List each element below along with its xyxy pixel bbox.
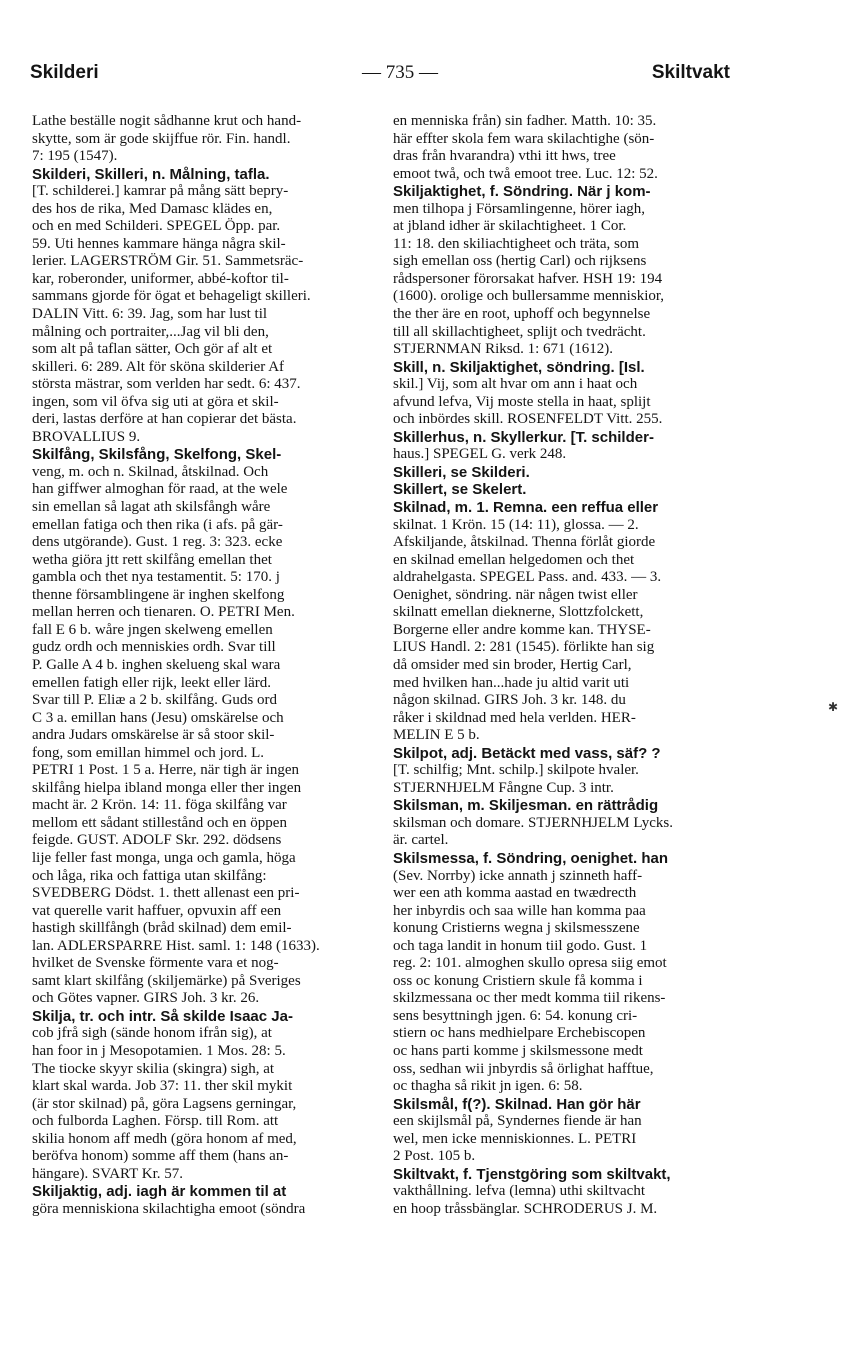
text-line: Afskiljande, åtskilnad. Thenna förlåt giorde bbox=[393, 534, 656, 551]
text-line: gambla och thet nya testamentit. 5: 170. j bbox=[32, 569, 280, 586]
text-line: oc thagha så rikit jn igen. 6: 58. bbox=[393, 1078, 583, 1095]
text-line: veng, m. och n. Skilnad, åtskilnad. Och bbox=[32, 463, 269, 480]
text-line: [T. schilfig; Mnt. schilp.] skilpote hvaler. bbox=[393, 762, 639, 779]
entry-headword-line: Skillert, se Skelert. bbox=[393, 481, 527, 499]
text-line: råker i skildnad med hela verlden. HER- bbox=[393, 709, 636, 726]
text-line: målning och portraiter,...Jag vil bli den, bbox=[32, 323, 269, 340]
text-line: och inbördes skill. ROSENFELDT Vitt. 255. bbox=[393, 411, 663, 428]
text-line: the ther äre en root, uphoff och begynnelse bbox=[393, 306, 651, 323]
text-line: men tilhopa j Församlingenne, hörer iagh, bbox=[393, 200, 646, 217]
text-line: sammans gjorde för ögat et behageligt skilleri. bbox=[32, 288, 311, 305]
text-line: han giffwer almoghan för raad, at the wele bbox=[32, 481, 288, 498]
text-line: skilnat. 1 Krön. 15 (14: 11), glossa. — 2. bbox=[393, 516, 639, 533]
text-line: vat querelle varit haffuer, opvuxin aff een bbox=[32, 902, 282, 919]
entry-headword-line: Skiljaktighet, f. Söndring. När j kom- bbox=[393, 183, 651, 201]
text-line: en skilnad emellan helgedomen och thet bbox=[393, 551, 635, 568]
text-line: mellan herren och tienaren. O. PETRI Men. bbox=[32, 604, 295, 621]
header-left-word: Skilderi bbox=[30, 62, 99, 83]
text-line: gudz ordh och menniskies ordh. Svar till bbox=[32, 639, 276, 656]
text-line: [T. schilderei.] kamrar på mång sätt bepry- bbox=[32, 183, 289, 200]
text-line: då omsider med sin broder, Hertig Carl, bbox=[393, 656, 632, 673]
text-line: wer een ath komma aastad en twædrecth bbox=[393, 885, 637, 902]
text-line: The tiocke skyyr skilia (skingra) sigh, at bbox=[32, 1060, 275, 1077]
text-line: wetha giöra jtt rett skilfång emellan thet bbox=[32, 551, 272, 568]
text-line: emellan fatiga och then rika (i afs. på gär- bbox=[32, 516, 283, 533]
text-line: at jbland idher är skilachtigheet. 1 Cor. bbox=[393, 218, 627, 235]
text-line: oss oc konung Cristiern skule få komma i bbox=[393, 972, 643, 989]
text-line: feigde. GUST. ADOLF Skr. 292. dödsens bbox=[32, 832, 282, 849]
text-line: skilzmessana oc ther medt komma tiil rikens- bbox=[393, 990, 666, 1007]
entry-headword-line: Skill, n. Skiljaktighet, söndring. [Isl. bbox=[393, 358, 645, 376]
text-line: skilsman och domare. STJERNHJELM Lycks. bbox=[393, 814, 673, 831]
text-line: beröfva honom) somme aff them (hans an- bbox=[32, 1148, 289, 1165]
text-line: lerier. LAGERSTRÖM Gir. 51. Sammetsräc- bbox=[32, 253, 304, 270]
text-line: och Götes vapner. GIRS Joh. 3 kr. 26. bbox=[32, 990, 260, 1007]
text-line: skilia honom aff medh (göra honom af med, bbox=[32, 1130, 297, 1147]
text-line: skilleri. 6: 289. Alt för sköna skilderier Af bbox=[32, 358, 285, 375]
text-line: rådspersoner förorsakat hafver. HSH 19: 194 bbox=[393, 270, 663, 287]
text-line: (1600). orolige och bullersamme menniskior, bbox=[393, 288, 665, 305]
text-line: största mästrar, som verlden har sedt. 6: 437. bbox=[32, 376, 301, 393]
text-line: hängare). SVART Kr. 57. bbox=[32, 1165, 184, 1182]
text-line: (Sev. Norrby) icke annath j szinneth haff- bbox=[393, 867, 643, 884]
text-line: Oenighet, söndring. när någen twist eller bbox=[393, 586, 638, 603]
text-line: andra Judars omskärelse är så stoor skil- bbox=[32, 727, 275, 744]
text-line: hvilket de Svenske förmente vara et nog- bbox=[32, 955, 279, 972]
text-line: sens besyttningh jgen. 6: 54. konung cri- bbox=[393, 1007, 638, 1024]
text-line: des hos de rika, Med Damasc klädes en, bbox=[32, 200, 273, 217]
entry-headword-line: Skiljaktig, adj. iagh är kommen til at bbox=[32, 1183, 287, 1201]
text-line: och en med Schilderi. SPEGEL Öpp. par. bbox=[32, 218, 281, 235]
text-line: 7: 195 (1547). bbox=[32, 148, 118, 165]
entry-headword-line: Skilsmessa, f. Söndring, oenighet. han bbox=[393, 849, 669, 867]
text-line: samt klart skilfång (skiljemärke) på Sveriges bbox=[32, 972, 301, 989]
text-line: cob jfrå sigh (sände honom ifrån sig), at bbox=[32, 1025, 272, 1042]
entry-headword-line: Skilfång, Skilsfång, Skelfong, Skel- bbox=[32, 446, 282, 464]
text-line: Borgerne eller andre komme kan. THYSE- bbox=[393, 621, 651, 638]
text-line: här effter skola fem wara skilachtighe (sön- bbox=[393, 130, 655, 147]
header-right-word: Skiltvakt bbox=[651, 62, 730, 83]
text-line: till all skillachtigheet, splijt och tvedrächt. bbox=[393, 323, 646, 340]
text-line: een skijlsmål på, Syndernes fiende är han bbox=[393, 1113, 642, 1130]
text-line: Svar till P. Eliæ a 2 b. skilfång. Guds ord bbox=[32, 692, 277, 709]
text-line: 2 Post. 105 b. bbox=[393, 1148, 476, 1165]
text-line: skilnatt emellan dieknerne, Slottzfolckett, bbox=[393, 604, 644, 621]
text-line: fall E 6 b. wåre jngen skelweng emellen bbox=[32, 621, 273, 638]
text-line: en hoop tråssbänglar. SCHRODERUS J. M. bbox=[393, 1200, 658, 1217]
text-line: och taga landit in honum tiil godo. Gust. 1 bbox=[393, 937, 648, 954]
text-line: och fulborda Laghen. Försp. till Rom. att bbox=[32, 1113, 279, 1130]
text-line: STJERNMAN Riksd. 1: 671 (1612). bbox=[393, 341, 614, 358]
text-line: P. Galle A 4 b. inghen skelueng skal wara bbox=[32, 656, 281, 673]
text-line: (är stor skilnad) på, göra Lagsens gerningar, bbox=[32, 1095, 297, 1112]
text-line: BROVALLIUS 9. bbox=[32, 428, 141, 445]
text-line: med hvilken han...hade ju altid varit uti bbox=[393, 674, 630, 691]
entry-headword-line: Skilleri, se Skilderi. bbox=[393, 463, 530, 481]
text-line: en menniska från) sin fadher. Matth. 10: 35. bbox=[393, 113, 657, 129]
text-line: dens utgörande). Gust. 1 reg. 3: 323. ecke bbox=[32, 534, 283, 551]
page-number: — 735 — bbox=[362, 62, 438, 83]
text-line: sin emellan så lagat ath skilsfångh wåre bbox=[32, 499, 271, 516]
text-line: lije feller fast monga, unga och gamla, höga bbox=[32, 849, 296, 866]
text-line: oc hans parti komme j skilsmessone medt bbox=[393, 1042, 643, 1059]
text-line: afvund lefva, Vij moste stella in haat, splijt bbox=[393, 393, 651, 410]
text-line: skil.] Vij, som alt hvar om ann i haat och bbox=[393, 376, 638, 393]
text-line: oss, sedhan wii jnbyrdis så örlighat hafftue, bbox=[393, 1060, 654, 1077]
text-line: STJERNHJELM Fångne Cup. 3 intr. bbox=[393, 779, 614, 796]
text-line: reg. 2: 101. almoghen skullo opresa siig emot bbox=[393, 955, 667, 972]
text-line: Lathe beställe nogit sådhanne krut och hand- bbox=[32, 113, 302, 129]
entry-headword-line: Skiltvakt, f. Tjenstgöring som skiltvakt, bbox=[393, 1165, 671, 1183]
text-line: klart skal warda. Job 37: 11. ther skil mykit bbox=[32, 1078, 293, 1095]
text-line: macht är. 2 Krön. 14: 11. föga skilfång var bbox=[32, 797, 287, 814]
entry-headword-line: Skilja, tr. och intr. Så skilde Isaac Ja- bbox=[32, 1007, 293, 1025]
text-line: är. cartel. bbox=[393, 832, 449, 849]
text-line: konung Cristierns wegna j skilsmesszene bbox=[393, 920, 640, 937]
entry-headword-line: Skilnad, m. 1. Remna. een reffua eller bbox=[393, 499, 659, 517]
text-line: 59. Uti hennes kammare hänga några skil- bbox=[32, 235, 286, 252]
entry-headword-line: Skilpot, adj. Betäckt med vass, säf? ? bbox=[393, 744, 661, 762]
text-line: någon skilnad. GIRS Joh. 3 kr. 148. du bbox=[393, 692, 626, 709]
text-line: wel, men icke menniskionnes. L. PETRI bbox=[393, 1130, 637, 1147]
entry-headword-line: Skilsmål, f(?). Skilnad. Han gör här bbox=[393, 1095, 641, 1113]
margin-mark: ✱ bbox=[828, 700, 839, 714]
text-line: sigh emellan oss (hertig Carl) och rijksens bbox=[393, 253, 647, 270]
text-line: thenne församblingene är inghen skelfong bbox=[32, 586, 285, 603]
text-line: emellen fatigh eller rijk, leekt eller lärd. bbox=[32, 674, 272, 691]
text-line: C 3 a. emillan hans (Jesu) omskärelse och bbox=[32, 709, 284, 726]
text-line: aldrahelgasta. SPEGEL Pass. and. 433. — 3. bbox=[393, 569, 662, 586]
text-line: kar, roberonder, uniformer, abbé-koftor til- bbox=[32, 270, 289, 287]
entry-headword-line: Skilderi, Skilleri, n. Målning, tafla. bbox=[32, 165, 270, 183]
text-line: vakthållning. lefva (lemna) uthi skiltvacht bbox=[393, 1183, 646, 1200]
text-line: skytte, som är gode skijffue rör. Fin. handl. bbox=[32, 130, 291, 147]
page-header bbox=[30, 62, 730, 90]
text-line: fong, som emillan himmel och jord. L. bbox=[32, 744, 265, 761]
text-line: haus.] SPEGEL G. verk 248. bbox=[393, 446, 567, 463]
text-line: MELIN E 5 b. bbox=[393, 727, 480, 744]
text-line: hastigh skillfångh (bråd skilnad) dem emil- bbox=[32, 920, 292, 937]
entry-headword-line: Skillerhus, n. Skyllerkur. [T. schilder- bbox=[393, 428, 654, 446]
text-line: han foor in j Mesopotamien. 1 Mos. 28: 5. bbox=[32, 1042, 286, 1059]
text-line: deri, lastas derföre at han copierar det bästa. bbox=[32, 411, 297, 428]
text-line: som alt på taflan sätter, Och gör af alt et bbox=[32, 341, 273, 358]
right-column bbox=[393, 113, 738, 1218]
text-line: dras från hvarandra) vthi itt hws, tree bbox=[393, 148, 616, 165]
text-line: LIUS Handl. 2: 281 (1545). förlikte han sig bbox=[393, 639, 655, 656]
text-line: göra menniskiona skilachtigha emoot (söndra bbox=[32, 1200, 306, 1217]
entry-headword-line: Skilsman, m. Skiljesman. en rättrådig bbox=[393, 797, 659, 815]
text-line: SVEDBERG Dödst. 1. thett allenast een pri- bbox=[32, 885, 300, 902]
text-line: skilfång hielpa ibland monga eller ther ingen bbox=[32, 779, 302, 796]
text-line: mellom ett sådant stillestånd och en öppen bbox=[32, 814, 287, 831]
text-line: lan. ADLERSPARRE Hist. saml. 1: 148 (1633). bbox=[32, 937, 320, 954]
text-line: och låga, rika och fattiga utan skilfång: bbox=[32, 867, 267, 884]
text-line: PETRI 1 Post. 1 5 a. Herre, när tigh är ingen bbox=[32, 762, 300, 779]
text-line: DALIN Vitt. 6: 39. Jag, som har lust til bbox=[32, 306, 268, 323]
left-column bbox=[32, 113, 377, 1218]
text-line: her inbyrdis och saa wille han komma paa bbox=[393, 902, 646, 919]
text-line: 11: 18. den skiliachtigheet och träta, som bbox=[393, 235, 640, 252]
text-line: emoot twå, och twå emoot tree. Luc. 12: 52. bbox=[393, 165, 658, 182]
text-line: ingen, som vil öfva sig uti at göra et skil- bbox=[32, 393, 279, 410]
text-line: stiern oc hans medhielpare Erchebiscopen bbox=[393, 1025, 646, 1042]
